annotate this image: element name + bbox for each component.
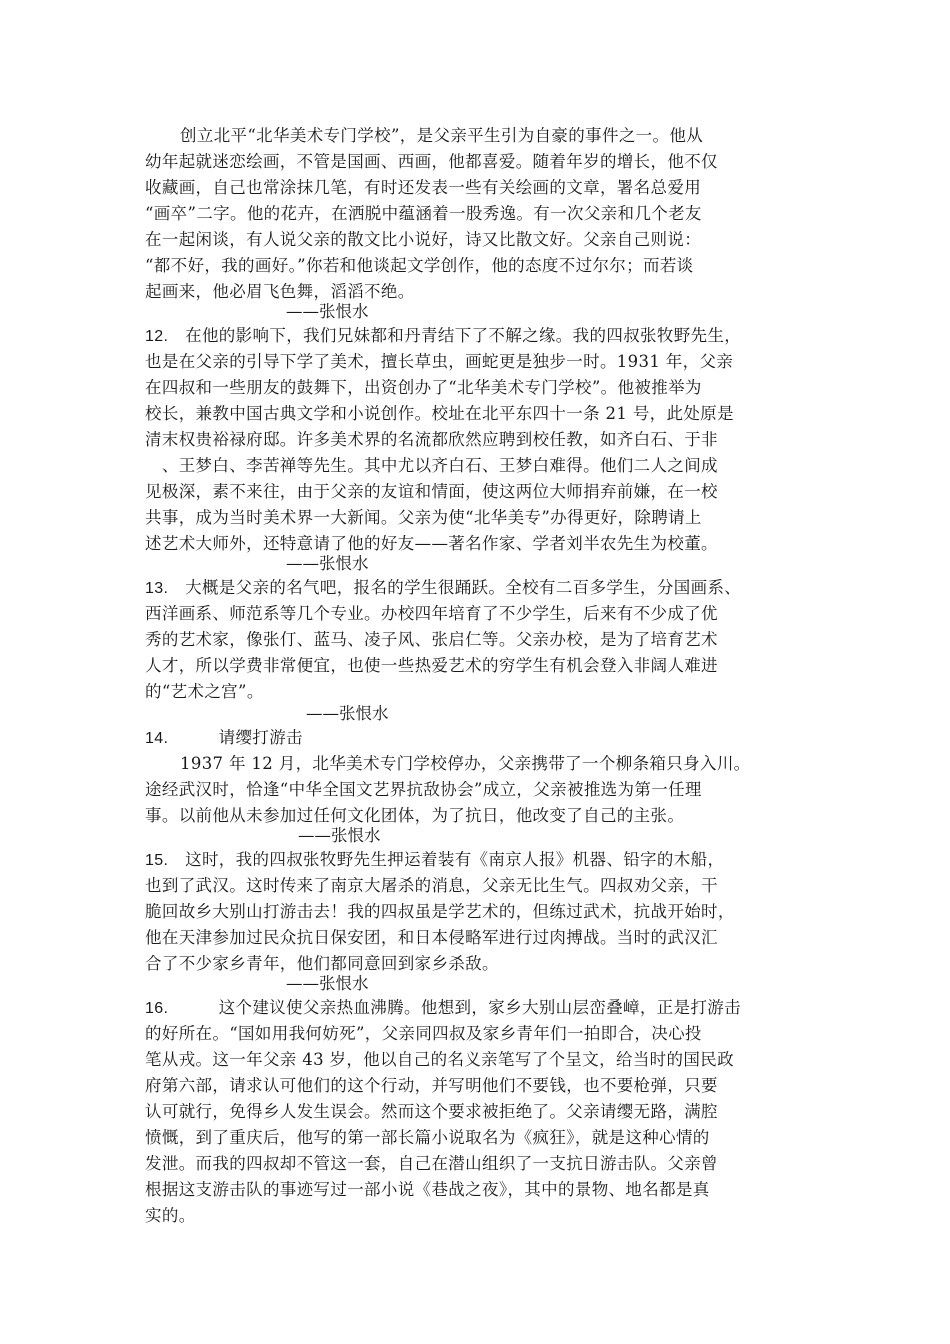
paragraph-line xyxy=(145,848,724,873)
paragraph-line: 在一起闲谈，有人说父亲的散文比小说好，诗又比散文好。父亲自己则说： xyxy=(145,230,702,249)
paragraph-line: 认可就行，免得乡人发生误会。然而这个要求被拒绝了。父亲请缨无路，满腔 xyxy=(145,1102,718,1121)
paragraph-number: 12. xyxy=(145,328,169,345)
paragraph-line: 实的。 xyxy=(145,1206,196,1225)
paragraph-line: 府第六部，请求认可他们的这个行动，并写明他们不要钱，也不要枪弹，只要 xyxy=(145,1076,718,1095)
author-signature: ——张恨水 xyxy=(286,302,369,321)
paragraph-line: 人才，所以学费非常便宜，也使一些热爱艺术的穷学生有机会登入非阔人难进 xyxy=(145,656,718,675)
paragraph-line: 1937 年 12 月，北华美术专门学校停办，父亲携带了一个柳条箱只身入川。 xyxy=(180,754,751,773)
paragraph-line: 校长，兼教中国古典文学和小说创作。校址在北平东四十一条 21 号，此处原是 xyxy=(145,404,734,423)
paragraph-line: 也是在父亲的引导下学了美术，擅长草虫，画蛇更是独步一时。1931 年，父亲 xyxy=(145,352,734,371)
paragraph-line: 起画来，他必眉飞色舞，滔滔不绝。 xyxy=(145,282,415,301)
paragraph-line: 他在天津参加过民众抗日保安团，和日本侵略军进行过肉搏战。当时的武汉汇 xyxy=(145,928,718,947)
paragraph-line: 合了不少家乡青年，他们都同意回到家乡杀敌。 xyxy=(145,954,499,973)
author-signature: ——张恨水 xyxy=(286,554,369,573)
paragraph-line: 创立北平“北华美术专门学校”，是父亲平生引为自豪的事件之一。他从 xyxy=(180,126,704,145)
paragraph-number: 15. xyxy=(145,852,169,869)
author-signature: ——张恨水 xyxy=(298,826,381,845)
paragraph-line: 西洋画系、师范系等几个专业。办校四年培育了不少学生，后来有不少成了优 xyxy=(145,604,718,623)
paragraph-line: 共事，成为当时美术界一大新闻。父亲为使“北华美专”办得更好，除聘请上 xyxy=(145,508,702,527)
paragraph-text: 在他的影响下，我们兄妹都和丹青结下了不解之缘。我的四叔张牧野先生， xyxy=(185,326,742,345)
paragraph-line: 秀的艺术家，像张仃、蓝马、凌子风、张启仁等。父亲办校，是为了培育艺术 xyxy=(145,630,718,649)
author-signature: ——张恨水 xyxy=(306,704,389,723)
paragraph-line: 也到了武汉。这时传来了南京大屠杀的消息，父亲无比生气。四叔劝父亲，干 xyxy=(145,876,718,895)
paragraph-line: “画卒”二字。他的花卉，在洒脱中蕴涵着一股秀逸。有一次父亲和几个老友 xyxy=(145,204,702,223)
paragraph-line: “都不好，我的画好。”你若和他谈起文学创作，他的态度不过尔尔；而若谈 xyxy=(145,256,694,275)
paragraph-line: 清末权贵裕禄府邸。许多美术界的名流都欣然应聘到校任教，如齐白石、于非 xyxy=(145,430,718,449)
paragraph-line: 述艺术大师外，还特意请了他的好友——著名作家、学者刘半农先生为校董。 xyxy=(145,534,718,553)
paragraph-line: 、王梦白、李苦禅等先生。其中尤以齐白石、王梦白难得。他们二人之间成 xyxy=(145,456,718,475)
paragraph-number: 16. xyxy=(145,1000,169,1017)
paragraph-line: 根据这支游击队的事迹写过一部小说《巷战之夜》，其中的景物、地名都是真 xyxy=(145,1180,710,1199)
author-signature: ——张恨水 xyxy=(286,974,369,993)
paragraph-line: 脆回故乡大别山打游击去！我的四叔虽是学艺术的，但练过武术，抗战开始时， xyxy=(145,902,735,921)
paragraph-line: 发泄。而我的四叔却不管这一套，自己在潜山组织了一支抗日游击队。父亲曾 xyxy=(145,1154,718,1173)
section-heading: 请缨打游击 xyxy=(218,728,303,747)
paragraph-line: 收藏画，自己也常涂抹几笔，有时还发表一些有关绘画的文章，署名总爱用 xyxy=(145,178,702,197)
paragraph-line: 见极深，素不来往，由于父亲的友谊和情面，使这两位大师捐弃前嫌，在一校 xyxy=(145,482,718,501)
paragraph-text: 这个建议使父亲热血沸腾。他想到，家乡大别山层峦叠嶂，正是打游击 xyxy=(218,998,742,1017)
paragraph-line: 在四叔和一些朋友的鼓舞下，出资创办了“北华美术专门学校”。他被推举为 xyxy=(145,378,702,397)
paragraph-line: 途经武汉时，恰逢“中华全国文艺界抗敌协会”成立，父亲被推选为第一任理 xyxy=(145,780,702,799)
paragraph-line xyxy=(145,726,303,751)
paragraph-line: 笔从戎。这一年父亲 43 岁，他以自己的名义亲笔写了个呈文，给当时的国民政 xyxy=(145,1050,734,1069)
paragraph-number: 14. xyxy=(145,730,169,747)
paragraph-line xyxy=(145,324,741,349)
paragraph-line: 的好所在。“国如用我何妨死”，父亲同四叔及家乡青年们一拍即合，决心投 xyxy=(145,1024,702,1043)
paragraph-text: 大概是父亲的名气吧，报名的学生很踊跃。全校有二百多学生，分国画系、 xyxy=(185,578,742,597)
paragraph-line: 幼年起就迷恋绘画，不管是国画、西画，他都喜爱。随着年岁的增长，他不仅 xyxy=(145,152,718,171)
paragraph-number: 13. xyxy=(145,580,169,597)
paragraph-line xyxy=(145,576,741,601)
paragraph-text: 这时，我的四叔张牧野先生押运着装有《南京人报》机器、铅字的木船， xyxy=(185,850,725,869)
paragraph-line: 事。以前他从未参加过任何文化团体，为了抗日，他改变了自己的主张。 xyxy=(145,806,685,825)
paragraph-line: 愤慨，到了重庆后，他写的第一部长篇小说取名为《疯狂》，就是这种心情的 xyxy=(145,1128,710,1147)
paragraph-line xyxy=(145,996,741,1021)
paragraph-line: 的“艺术之宫”。 xyxy=(145,682,264,701)
